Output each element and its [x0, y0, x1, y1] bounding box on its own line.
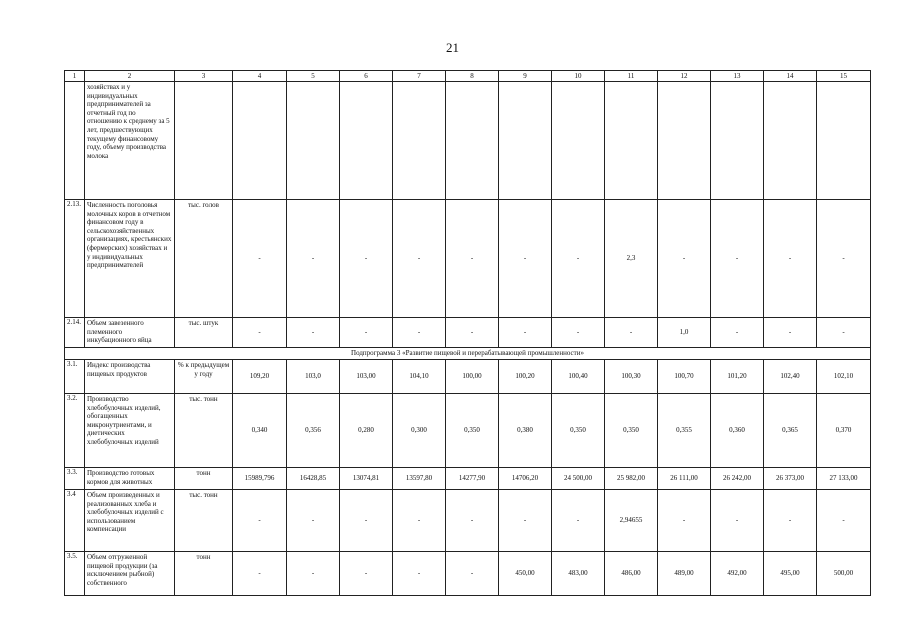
- value-cell: -: [552, 490, 605, 552]
- row-number: 2.13.: [65, 200, 85, 318]
- value-cell: -: [711, 490, 764, 552]
- value-cell: [552, 82, 605, 200]
- indicator-name: Производство хлебобулочных изделий, обогащенных микронутриентами, и диетических хлебобулочных изделий: [85, 394, 175, 468]
- value-cell: 0,355: [658, 394, 711, 468]
- value-cell: [817, 82, 871, 200]
- header-cell: 14: [764, 71, 817, 82]
- value-cell: [340, 82, 393, 200]
- header-cell: 8: [446, 71, 499, 82]
- value-cell: 25 982,00: [605, 468, 658, 490]
- indicator-name: Объем завезенного племенного инкубационного яйца: [85, 318, 175, 348]
- value-cell: 102,10: [817, 360, 871, 394]
- value-cell: -: [340, 318, 393, 348]
- header-cell: 2: [85, 71, 175, 82]
- value-cell: -: [446, 490, 499, 552]
- table-row: [65, 200, 871, 318]
- value-cell: 0,380: [499, 394, 552, 468]
- header-cell: 15: [817, 71, 871, 82]
- value-cell: 13074,81: [340, 468, 393, 490]
- header-cell: 1: [65, 71, 85, 82]
- value-cell: 0,300: [393, 394, 446, 468]
- value-cell: -: [446, 200, 499, 318]
- value-cell: -: [817, 318, 871, 348]
- indicators-table: [64, 70, 871, 596]
- value-cell: 100,00: [446, 360, 499, 394]
- value-cell: 24 500,00: [552, 468, 605, 490]
- value-cell: 492,00: [711, 552, 764, 596]
- value-cell: -: [499, 490, 552, 552]
- value-cell: -: [287, 318, 340, 348]
- section-row: [65, 348, 871, 360]
- value-cell: 489,00: [658, 552, 711, 596]
- value-cell: [393, 82, 446, 200]
- header-cell: 10: [552, 71, 605, 82]
- row-number: 2.14.: [65, 318, 85, 348]
- value-cell: -: [393, 200, 446, 318]
- table-row: [65, 468, 871, 490]
- value-cell: -: [764, 318, 817, 348]
- unit-cell: [175, 82, 233, 200]
- value-cell: -: [817, 200, 871, 318]
- header-cell: 4: [233, 71, 287, 82]
- value-cell: [711, 82, 764, 200]
- unit-cell: % к предыдущем у году: [175, 360, 233, 394]
- value-cell: 0,350: [446, 394, 499, 468]
- value-cell: [446, 82, 499, 200]
- value-cell: 0,365: [764, 394, 817, 468]
- value-cell: 103,00: [340, 360, 393, 394]
- value-cell: -: [446, 318, 499, 348]
- value-cell: [233, 82, 287, 200]
- value-cell: 100,40: [552, 360, 605, 394]
- value-cell: 500,00: [817, 552, 871, 596]
- row-number: 3.4: [65, 490, 85, 552]
- table-row: [65, 552, 871, 596]
- header-cell: 9: [499, 71, 552, 82]
- section-title: Подпрограмма 3 «Развитие пищевой и перерабатывающей промышленности»: [65, 348, 871, 360]
- table-row: [65, 394, 871, 468]
- header-cell: 7: [393, 71, 446, 82]
- value-cell: 0,360: [711, 394, 764, 468]
- table-row: [65, 490, 871, 552]
- value-cell: -: [605, 318, 658, 348]
- value-cell: 483,00: [552, 552, 605, 596]
- value-cell: -: [393, 318, 446, 348]
- value-cell: 1,0: [658, 318, 711, 348]
- value-cell: 0,356: [287, 394, 340, 468]
- value-cell: 14277,90: [446, 468, 499, 490]
- value-cell: 13597,80: [393, 468, 446, 490]
- row-number: 3.3.: [65, 468, 85, 490]
- indicator-name: Индекс производства пищевых продуктов: [85, 360, 175, 394]
- table-row: [65, 360, 871, 394]
- value-cell: 26 242,00: [711, 468, 764, 490]
- value-cell: 100,70: [658, 360, 711, 394]
- value-cell: -: [233, 200, 287, 318]
- value-cell: -: [393, 490, 446, 552]
- indicator-name: Объем отгруженной пищевой продукции (за исключением рыбной) собственного: [85, 552, 175, 596]
- value-cell: -: [658, 490, 711, 552]
- indicator-name: Производство готовых кормов для животных: [85, 468, 175, 490]
- value-cell: 450,00: [499, 552, 552, 596]
- value-cell: 102,40: [764, 360, 817, 394]
- value-cell: -: [711, 200, 764, 318]
- header-cell: 12: [658, 71, 711, 82]
- value-cell: 100,30: [605, 360, 658, 394]
- value-cell: -: [233, 318, 287, 348]
- unit-cell: тыс. штук: [175, 318, 233, 348]
- row-number: 3.1.: [65, 360, 85, 394]
- value-cell: -: [658, 200, 711, 318]
- value-cell: 103,0: [287, 360, 340, 394]
- value-cell: 0,350: [552, 394, 605, 468]
- header-cell: 6: [340, 71, 393, 82]
- value-cell: -: [233, 490, 287, 552]
- value-cell: -: [393, 552, 446, 596]
- value-cell: -: [764, 200, 817, 318]
- unit-cell: тыс. голов: [175, 200, 233, 318]
- indicator-name: Объем произведенных и реализованных хлеба и хлебобулочных изделий с использованием компенсации: [85, 490, 175, 552]
- value-cell: [764, 82, 817, 200]
- unit-cell: тыс. тонн: [175, 490, 233, 552]
- value-cell: 16428,85: [287, 468, 340, 490]
- value-cell: 100,20: [499, 360, 552, 394]
- header-cell: 5: [287, 71, 340, 82]
- table-row: [65, 318, 871, 348]
- value-cell: -: [817, 490, 871, 552]
- value-cell: 495,00: [764, 552, 817, 596]
- value-cell: 0,280: [340, 394, 393, 468]
- value-cell: 0,370: [817, 394, 871, 468]
- value-cell: -: [499, 318, 552, 348]
- value-cell: 15989,796: [233, 468, 287, 490]
- header-row: [65, 71, 871, 82]
- value-cell: -: [287, 200, 340, 318]
- header-cell: 3: [175, 71, 233, 82]
- unit-cell: тонн: [175, 468, 233, 490]
- value-cell: 486,00: [605, 552, 658, 596]
- value-cell: 14706,20: [499, 468, 552, 490]
- unit-cell: тонн: [175, 552, 233, 596]
- row-number: [65, 82, 85, 200]
- unit-cell: тыс. тонн: [175, 394, 233, 468]
- row-number: 3.5.: [65, 552, 85, 596]
- value-cell: -: [446, 552, 499, 596]
- value-cell: -: [340, 490, 393, 552]
- value-cell: -: [764, 490, 817, 552]
- value-cell: 104,10: [393, 360, 446, 394]
- value-cell: 26 111,00: [658, 468, 711, 490]
- value-cell: 2,94655: [605, 490, 658, 552]
- value-cell: -: [287, 552, 340, 596]
- value-cell: 101,20: [711, 360, 764, 394]
- value-cell: -: [287, 490, 340, 552]
- indicator-name: хозяйствах и у индивидуальных предпринимателей за отчетный год по отношению к среднему за 5 лет, предшествующих текущему финансовому году, объему производства молока: [85, 82, 175, 200]
- value-cell: 27 133,00: [817, 468, 871, 490]
- value-cell: -: [233, 552, 287, 596]
- indicator-name: Численность поголовья молочных коров в отчетном финансовом году в сельскохозяйственных организациях, крестьянских (фермерских) хозяйствах и у индивидуальных предпринимателей: [85, 200, 175, 318]
- header-cell: 13: [711, 71, 764, 82]
- value-cell: 2,3: [605, 200, 658, 318]
- row-number: 3.2.: [65, 394, 85, 468]
- value-cell: -: [711, 318, 764, 348]
- value-cell: [499, 82, 552, 200]
- value-cell: -: [552, 318, 605, 348]
- value-cell: 26 373,00: [764, 468, 817, 490]
- value-cell: [658, 82, 711, 200]
- value-cell: [287, 82, 340, 200]
- value-cell: -: [499, 200, 552, 318]
- value-cell: [605, 82, 658, 200]
- page-number: 21: [446, 40, 459, 55]
- table-row: [65, 82, 871, 200]
- value-cell: 0,340: [233, 394, 287, 468]
- value-cell: 0,350: [605, 394, 658, 468]
- value-cell: -: [340, 200, 393, 318]
- value-cell: -: [340, 552, 393, 596]
- value-cell: -: [552, 200, 605, 318]
- header-cell: 11: [605, 71, 658, 82]
- value-cell: 109,20: [233, 360, 287, 394]
